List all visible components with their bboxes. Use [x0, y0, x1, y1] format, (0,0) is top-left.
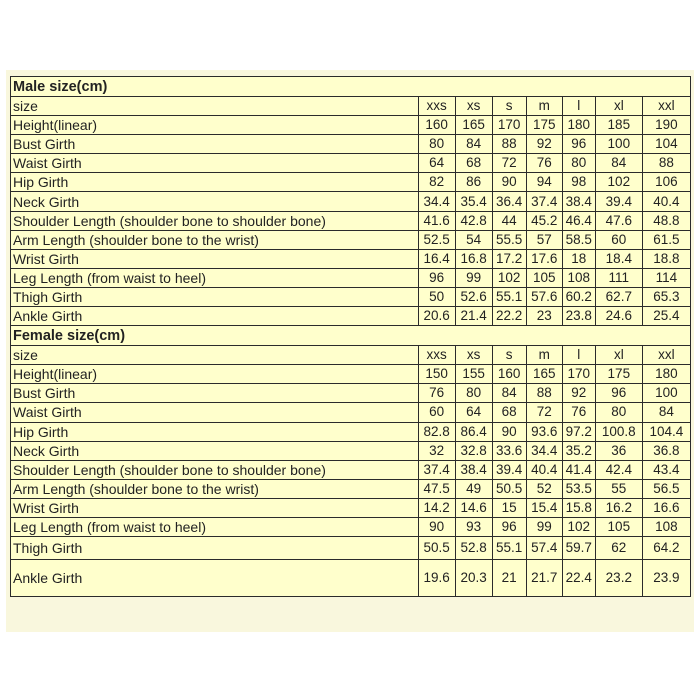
measurement-value: 23.8 [562, 307, 595, 326]
measurement-value: 185 [595, 116, 642, 135]
measurement-value: 84 [642, 403, 690, 422]
size-header-cell: l [562, 97, 595, 116]
measurement-value: 47.6 [595, 211, 642, 230]
measurement-value: 36.8 [642, 441, 690, 460]
measurement-value: 88 [492, 135, 526, 154]
measurement-label: Ankle Girth [11, 560, 419, 597]
measurement-value: 44 [492, 211, 526, 230]
measurement-value: 22.4 [562, 560, 595, 597]
measurement-value: 165 [455, 116, 492, 135]
measurement-value: 50 [418, 287, 455, 306]
measurement-value: 86.4 [455, 422, 492, 441]
measurement-value: 35.4 [455, 192, 492, 211]
measurement-value: 41.4 [562, 460, 595, 479]
table-row [11, 517, 691, 536]
measurement-value: 16.4 [418, 249, 455, 268]
measurement-value: 60 [595, 230, 642, 249]
measurement-value: 96 [418, 268, 455, 287]
measurement-value: 33.6 [492, 441, 526, 460]
measurement-value: 165 [526, 365, 562, 384]
table-row [11, 441, 691, 460]
measurement-value: 170 [492, 116, 526, 135]
table-row [11, 116, 691, 135]
measurement-label: Waist Girth [11, 403, 419, 422]
measurement-value: 24.6 [595, 307, 642, 326]
table-row [11, 230, 691, 249]
measurement-value: 32 [418, 441, 455, 460]
size-header-cell: xxs [418, 346, 455, 365]
size-header-cell: xxl [642, 97, 690, 116]
measurement-value: 93 [455, 517, 492, 536]
measurement-value: 54 [455, 230, 492, 249]
measurement-value: 47.5 [418, 479, 455, 498]
measurement-value: 72 [492, 154, 526, 173]
measurement-value: 55.1 [492, 537, 526, 560]
measurement-value: 100 [595, 135, 642, 154]
measurement-value: 105 [526, 268, 562, 287]
measurement-value: 38.4 [455, 460, 492, 479]
measurement-value: 15.8 [562, 498, 595, 517]
measurement-value: 106 [642, 173, 690, 192]
measurement-value: 80 [562, 154, 595, 173]
measurement-value: 96 [562, 135, 595, 154]
measurement-value: 180 [562, 116, 595, 135]
measurement-value: 14.6 [455, 498, 492, 517]
measurement-value: 114 [642, 268, 690, 287]
table-row [11, 560, 691, 597]
size-header-cell: xs [455, 97, 492, 116]
measurement-value: 84 [492, 384, 526, 403]
measurement-value: 61.5 [642, 230, 690, 249]
measurement-value: 52.6 [455, 287, 492, 306]
measurement-value: 108 [562, 268, 595, 287]
measurement-value: 64 [418, 154, 455, 173]
measurement-value: 34.4 [418, 192, 455, 211]
size-header-cell: xs [455, 346, 492, 365]
measurement-value: 14.2 [418, 498, 455, 517]
measurement-value: 23.9 [642, 560, 690, 597]
measurement-value: 16.6 [642, 498, 690, 517]
table-row [11, 498, 691, 517]
measurement-value: 21.7 [526, 560, 562, 597]
measurement-value: 25.4 [642, 307, 690, 326]
measurement-label: Shoulder Length (shoulder bone to shoulder bone) [11, 460, 419, 479]
measurement-value: 64 [455, 403, 492, 422]
measurement-value: 57.6 [526, 287, 562, 306]
size-header-cell: xxs [418, 97, 455, 116]
measurement-value: 16.8 [455, 249, 492, 268]
measurement-label: Hip Girth [11, 173, 419, 192]
measurement-value: 80 [595, 403, 642, 422]
measurement-value: 48.8 [642, 211, 690, 230]
measurement-value: 20.3 [455, 560, 492, 597]
measurement-value: 55 [595, 479, 642, 498]
measurement-value: 53.5 [562, 479, 595, 498]
measurement-label: Leg Length (from waist to heel) [11, 517, 419, 536]
measurement-label: Neck Girth [11, 441, 419, 460]
measurement-label: Arm Length (shoulder bone to the wrist) [11, 479, 419, 498]
measurement-label: Bust Girth [11, 384, 419, 403]
measurement-value: 108 [642, 517, 690, 536]
measurement-label: Wrist Girth [11, 249, 419, 268]
measurement-value: 76 [418, 384, 455, 403]
measurement-value: 18 [562, 249, 595, 268]
measurement-value: 45.2 [526, 211, 562, 230]
measurement-value: 40.4 [526, 460, 562, 479]
measurement-value: 100 [642, 384, 690, 403]
measurement-value: 40.4 [642, 192, 690, 211]
size-header-cell: s [492, 346, 526, 365]
measurement-value: 50.5 [418, 537, 455, 560]
measurement-value: 60 [418, 403, 455, 422]
male-section-title-row [11, 77, 691, 97]
table-row [11, 365, 691, 384]
table-row [11, 249, 691, 268]
measurement-value: 55.1 [492, 287, 526, 306]
measurement-value: 38.4 [562, 192, 595, 211]
measurement-value: 41.6 [418, 211, 455, 230]
measurement-value: 175 [526, 116, 562, 135]
measurement-value: 96 [595, 384, 642, 403]
measurement-value: 18.8 [642, 249, 690, 268]
measurement-value: 80 [455, 384, 492, 403]
measurement-value: 39.4 [595, 192, 642, 211]
measurement-value: 92 [562, 384, 595, 403]
measurement-value: 37.4 [418, 460, 455, 479]
measurement-value: 68 [455, 154, 492, 173]
measurement-value: 105 [595, 517, 642, 536]
measurement-label: Bust Girth [11, 135, 419, 154]
female-size-header-row [11, 346, 691, 365]
measurement-label: Arm Length (shoulder bone to the wrist) [11, 230, 419, 249]
measurement-value: 23.2 [595, 560, 642, 597]
measurement-value: 92 [526, 135, 562, 154]
measurement-label: Shoulder Length (shoulder bone to shoulder bone) [11, 211, 419, 230]
measurement-value: 21 [492, 560, 526, 597]
measurement-value: 43.4 [642, 460, 690, 479]
measurement-value: 111 [595, 268, 642, 287]
table-row [11, 173, 691, 192]
measurement-value: 56.5 [642, 479, 690, 498]
table-row [11, 422, 691, 441]
measurement-value: 18.4 [595, 249, 642, 268]
measurement-value: 57.4 [526, 537, 562, 560]
measurement-value: 82 [418, 173, 455, 192]
table-row [11, 287, 691, 306]
female-section-title: Female size(cm) [11, 326, 691, 346]
measurement-value: 160 [418, 116, 455, 135]
measurement-value: 32.8 [455, 441, 492, 460]
measurement-value: 96 [492, 517, 526, 536]
measurement-value: 104 [642, 135, 690, 154]
measurement-value: 37.4 [526, 192, 562, 211]
measurement-value: 76 [562, 403, 595, 422]
measurement-value: 64.2 [642, 537, 690, 560]
measurement-value: 90 [492, 173, 526, 192]
measurement-value: 59.7 [562, 537, 595, 560]
size-header-cell: l [562, 346, 595, 365]
measurement-value: 160 [492, 365, 526, 384]
measurement-value: 46.4 [562, 211, 595, 230]
measurement-value: 52.8 [455, 537, 492, 560]
measurement-value: 170 [562, 365, 595, 384]
measurement-value: 98 [562, 173, 595, 192]
measurement-value: 22.2 [492, 307, 526, 326]
measurement-value: 62.7 [595, 287, 642, 306]
measurement-value: 23 [526, 307, 562, 326]
measurement-label: Height(linear) [11, 365, 419, 384]
measurement-value: 52 [526, 479, 562, 498]
table-row [11, 307, 691, 326]
measurement-value: 49 [455, 479, 492, 498]
female-section-title-row [11, 326, 691, 346]
measurement-value: 58.5 [562, 230, 595, 249]
measurement-value: 84 [455, 135, 492, 154]
size-header-cell: xl [595, 97, 642, 116]
measurement-value: 90 [418, 517, 455, 536]
measurement-value: 84 [595, 154, 642, 173]
measurement-value: 80 [418, 135, 455, 154]
measurement-value: 42.8 [455, 211, 492, 230]
measurement-value: 15 [492, 498, 526, 517]
measurement-value: 65.3 [642, 287, 690, 306]
measurement-value: 90 [492, 422, 526, 441]
measurement-value: 35.2 [562, 441, 595, 460]
table-row [11, 154, 691, 173]
size-header-label: size [11, 346, 419, 365]
measurement-value: 88 [642, 154, 690, 173]
table-row [11, 211, 691, 230]
measurement-value: 36.4 [492, 192, 526, 211]
measurement-value: 20.6 [418, 307, 455, 326]
size-header-label: size [11, 97, 419, 116]
measurement-label: Wrist Girth [11, 498, 419, 517]
measurement-value: 16.2 [595, 498, 642, 517]
measurement-value: 17.2 [492, 249, 526, 268]
measurement-value: 102 [492, 268, 526, 287]
table-row [11, 268, 691, 287]
measurement-value: 99 [526, 517, 562, 536]
size-header-cell: s [492, 97, 526, 116]
measurement-value: 60.2 [562, 287, 595, 306]
table-row [11, 537, 691, 560]
measurement-value: 190 [642, 116, 690, 135]
table-row [11, 384, 691, 403]
measurement-value: 150 [418, 365, 455, 384]
table-row [11, 460, 691, 479]
measurement-value: 36 [595, 441, 642, 460]
measurement-value: 57 [526, 230, 562, 249]
size-chart-table [10, 76, 691, 597]
measurement-value: 104.4 [642, 422, 690, 441]
measurement-value: 62 [595, 537, 642, 560]
measurement-value: 42.4 [595, 460, 642, 479]
measurement-label: Hip Girth [11, 422, 419, 441]
measurement-value: 34.4 [526, 441, 562, 460]
measurement-value: 76 [526, 154, 562, 173]
measurement-label: Leg Length (from waist to heel) [11, 268, 419, 287]
table-row [11, 192, 691, 211]
measurement-label: Waist Girth [11, 154, 419, 173]
male-section-title: Male size(cm) [11, 77, 691, 97]
measurement-value: 94 [526, 173, 562, 192]
male-size-header-row [11, 97, 691, 116]
measurement-label: Neck Girth [11, 192, 419, 211]
measurement-value: 50.5 [492, 479, 526, 498]
size-chart-sheet [6, 70, 694, 632]
measurement-label: Thigh Girth [11, 287, 419, 306]
measurement-value: 21.4 [455, 307, 492, 326]
measurement-value: 180 [642, 365, 690, 384]
measurement-value: 68 [492, 403, 526, 422]
measurement-value: 39.4 [492, 460, 526, 479]
size-header-cell: m [526, 97, 562, 116]
measurement-value: 55.5 [492, 230, 526, 249]
measurement-value: 102 [562, 517, 595, 536]
measurement-value: 99 [455, 268, 492, 287]
table-row [11, 135, 691, 154]
measurement-value: 52.5 [418, 230, 455, 249]
size-header-cell: xl [595, 346, 642, 365]
size-header-cell: m [526, 346, 562, 365]
measurement-value: 88 [526, 384, 562, 403]
measurement-value: 93.6 [526, 422, 562, 441]
measurement-value: 102 [595, 173, 642, 192]
measurement-value: 82.8 [418, 422, 455, 441]
measurement-value: 175 [595, 365, 642, 384]
size-header-cell: xxl [642, 346, 690, 365]
measurement-label: Ankle Girth [11, 307, 419, 326]
table-row [11, 479, 691, 498]
measurement-value: 15.4 [526, 498, 562, 517]
measurement-value: 155 [455, 365, 492, 384]
measurement-value: 72 [526, 403, 562, 422]
table-row [11, 403, 691, 422]
measurement-label: Height(linear) [11, 116, 419, 135]
measurement-value: 100.8 [595, 422, 642, 441]
measurement-label: Thigh Girth [11, 537, 419, 560]
measurement-value: 19.6 [418, 560, 455, 597]
measurement-value: 86 [455, 173, 492, 192]
measurement-value: 97.2 [562, 422, 595, 441]
measurement-value: 17.6 [526, 249, 562, 268]
